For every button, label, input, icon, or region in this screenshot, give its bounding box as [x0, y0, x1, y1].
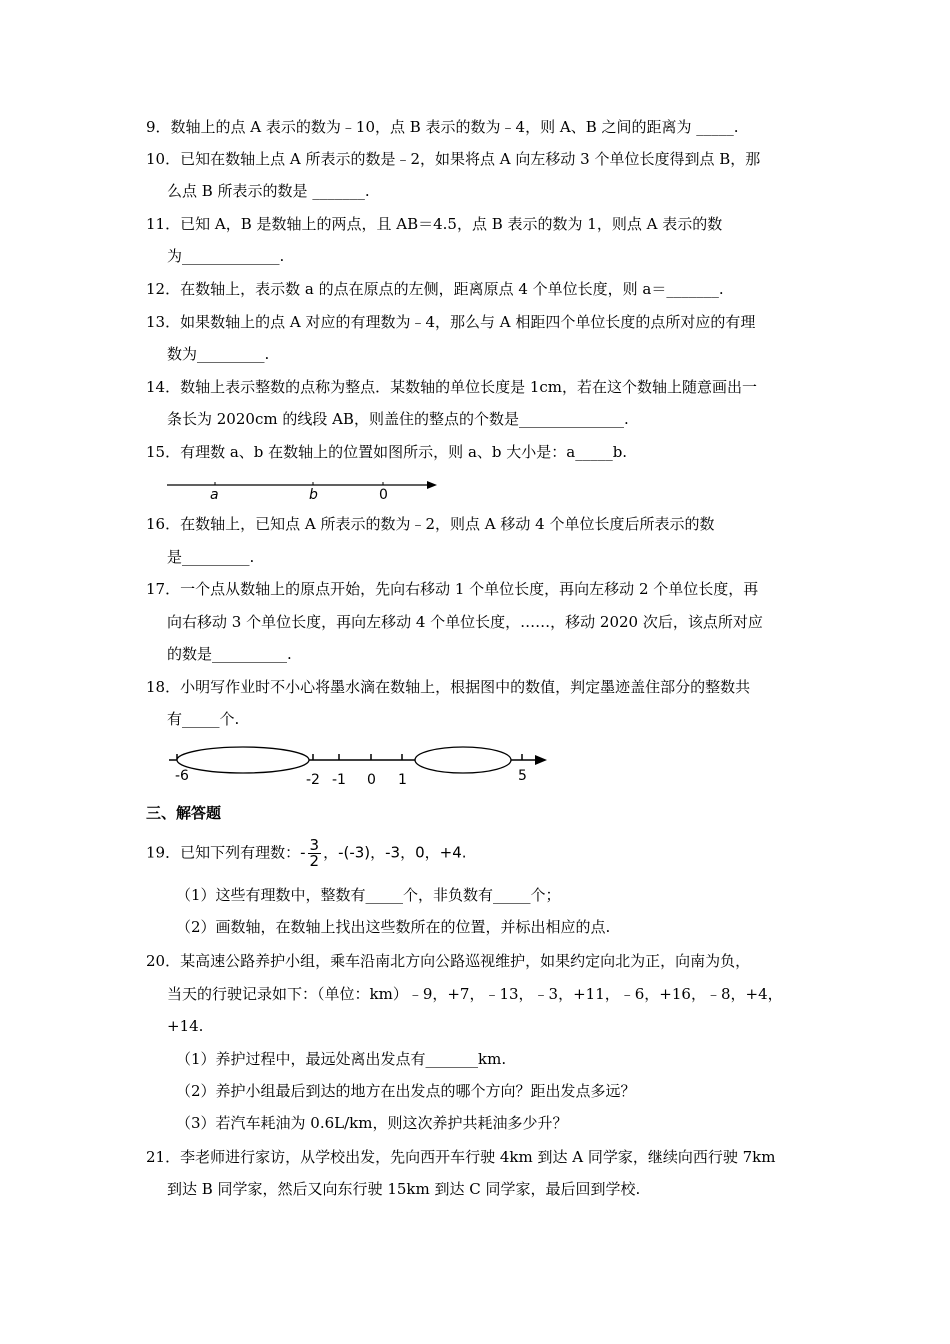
- question-11-cont: 为_____________.: [167, 247, 285, 265]
- question-14-cont: 条长为 2020cm 的线段 AB，则盖住的整点的个数是______________.: [167, 410, 629, 428]
- label--6: -6: [175, 768, 189, 784]
- label--2: -2: [306, 772, 320, 788]
- label-a: a: [210, 487, 219, 503]
- question-21-cont: 到达 B 同学家，然后又向东行驶 15km 到达 C 同学家，最后回到学校.: [167, 1180, 641, 1198]
- question-16: 16．在数轴上，已知点 A 所表示的数为﹣2，则点 A 移动 4 个单位长度后所表示的数: [146, 515, 715, 533]
- question-17-cont: 向右移动 3 个单位长度，再向左移动 4 个单位长度，……，移动 2020 次后，该点所对应: [167, 613, 763, 631]
- question-10-cont: 么点 B 所表示的数是 _______.: [167, 182, 370, 200]
- label--1: -1: [332, 772, 346, 788]
- fraction-denominator: 2: [309, 852, 320, 870]
- question-19-part-2: （2）画数轴，在数轴上找出这些数所在的位置，并标出相应的点.: [176, 918, 611, 936]
- fraction-numerator: 3: [309, 836, 320, 854]
- question-10: 10．已知在数轴上点 A 所表示的数是﹣2，如果将点 A 向左移动 3 个单位长度得到点 B，那: [146, 150, 761, 168]
- arrow-head: [535, 755, 547, 765]
- fraction-three-halves: [308, 838, 322, 869]
- number-line-figure-15: [165, 473, 445, 507]
- ink-blot-right: [415, 747, 511, 773]
- question-20: 20．某高速公路养护小组，乘车沿南北方向公路巡视维护，如果约定向北为正，向南为负，: [146, 952, 751, 970]
- question-20-part-3: （3）若汽车耗油为 0.6L/km，则这次养护共耗油多少升？: [176, 1114, 568, 1132]
- question-18-cont: 有_____个.: [167, 710, 240, 728]
- question-15: 15．有理数 a、b 在数轴上的位置如图所示，则 a、b 大小是：a_____b.: [146, 443, 628, 461]
- question-20-part-1: （1）养护过程中，最远处离出发点有_______km.: [176, 1050, 507, 1068]
- question-9: 9．数轴上的点 A 表示的数为﹣10，点 B 表示的数为﹣4，则 A、B 之间的距离为 _____.: [146, 118, 739, 136]
- question-19: [146, 838, 467, 869]
- label-5: 5: [518, 768, 527, 784]
- section-heading-answers: 三、解答题: [146, 804, 222, 822]
- label-0: 0: [367, 772, 376, 788]
- question-18: 18．小明写作业时不小心将墨水滴在数轴上，根据图中的数值，判定墨迹盖住部分的整数共: [146, 678, 751, 696]
- question-20-cont-2: +14.: [167, 1017, 204, 1035]
- fraction-sign: -: [300, 843, 306, 862]
- label-b: b: [309, 487, 318, 503]
- question-14: 14．数轴上表示整数的点称为整点．某数轴的单位长度是 1cm，若在这个数轴上随意画出一: [146, 378, 758, 396]
- question-19-prefix: 19．已知下列有理数：: [146, 843, 301, 862]
- arrow-head: [427, 481, 437, 489]
- question-21: 21．李老师进行家访，从学校出发，先向西开车行驶 4km 到达 A 同学家，继续向西行驶 7km: [146, 1148, 776, 1166]
- question-12: 12．在数轴上，表示数 a 的点在原点的左侧，距离原点 4 个单位长度，则 a＝_______.: [146, 280, 724, 298]
- ink-blot-left: [177, 747, 309, 773]
- question-11: 11．已知 A，B 是数轴上的两点，且 AB＝4.5，点 B 表示的数为 1，则点 A 表示的数: [146, 215, 723, 233]
- question-19-numbers: ，-(-3)，-3，0，+4.: [323, 843, 467, 862]
- label-0: 0: [379, 487, 388, 503]
- question-20-part-2: （2）养护小组最后到达的地方在出发点的哪个方向？距出发点多远？: [176, 1082, 636, 1100]
- label-1: 1: [398, 772, 407, 788]
- question-17: 17．一个点从数轴上的原点开始，先向右移动 1 个单位长度，再向左移动 2 个单位长度，再: [146, 580, 759, 598]
- question-19-part-1: （1）这些有理数中，整数有_____个，非负数有_____个；: [176, 886, 561, 904]
- question-20-cont: 当天的行驶记录如下：（单位：km）﹣9，+7，﹣13，﹣3，+11，﹣6，+16，﹣8，+4，: [167, 985, 783, 1003]
- question-16-cont: 是_________.: [167, 548, 255, 566]
- question-17-cont-2: 的数是__________.: [167, 645, 292, 663]
- question-13: 13．如果数轴上的点 A 对应的有理数为﹣4，那么与 A 相距四个单位长度的点所对应的有理: [146, 313, 756, 331]
- number-line-figure-18: [165, 740, 555, 788]
- question-13-cont: 数为_________.: [167, 345, 270, 363]
